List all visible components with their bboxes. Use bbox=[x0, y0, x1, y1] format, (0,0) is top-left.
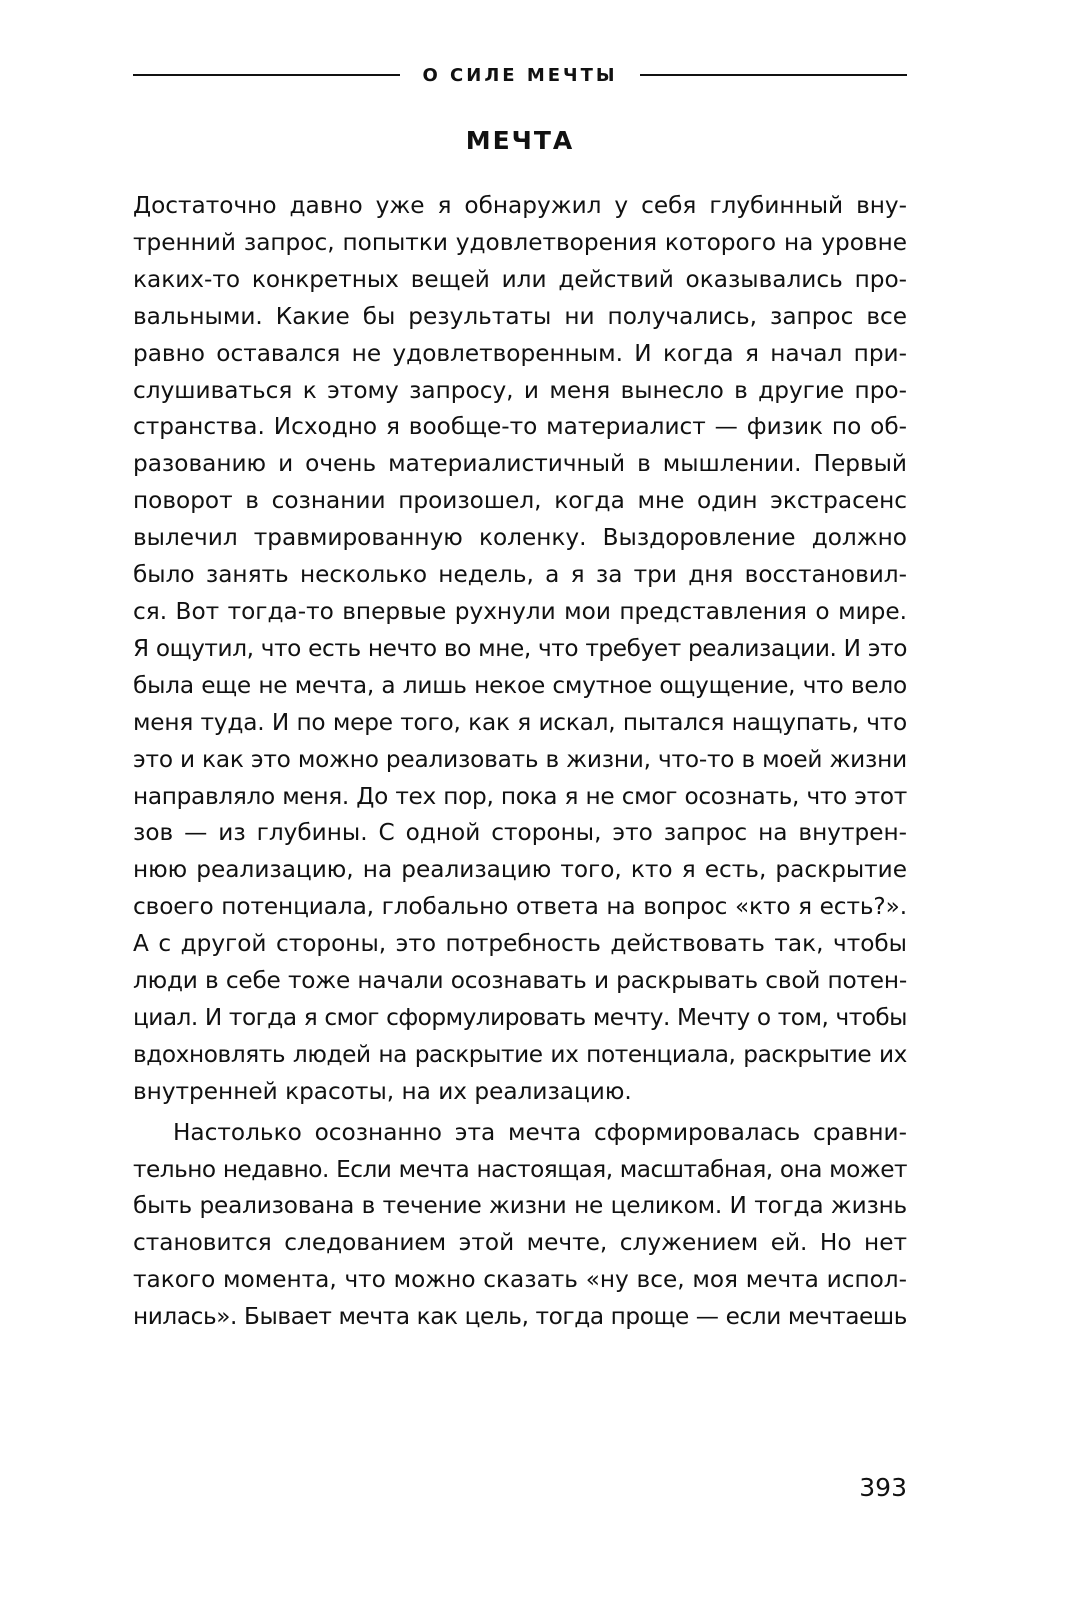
header-rule-right bbox=[640, 74, 907, 76]
text-line: направляло меня. До тех пор, пока я не смог осознать, что этот bbox=[133, 782, 907, 810]
text-line: нилась». Бывает мечта как цель, тогда проще — если мечтаешь bbox=[133, 1303, 907, 1331]
text-line: поворот в сознании произошел, когда мне один экстрасенс bbox=[133, 487, 907, 515]
text-line: Настолько осознанно эта мечта сформировалась сравни- bbox=[173, 1118, 907, 1146]
running-title: О СИЛЕ МЕЧТЫ bbox=[422, 64, 618, 86]
text-line: циал. И тогда я смог сформулировать мечту. Мечту о том, чтобы bbox=[133, 1003, 907, 1031]
text-line: тельно недавно. Если мечта настоящая, масштабная, она может bbox=[133, 1155, 907, 1183]
text-line: своего потенциала, глобально ответа на вопрос «кто я есть?». bbox=[133, 893, 907, 921]
text-line: равно оставался не удовлетворенным. И когда я начал при- bbox=[133, 339, 907, 367]
text-line: слушиваться к этому запросу, и меня вынесло в другие про- bbox=[133, 376, 907, 404]
chapter-title: МЕЧТА bbox=[465, 126, 575, 155]
text-line: странства. Исходно я вообще-то материалист — физик по об- bbox=[133, 413, 907, 441]
paragraph-2 bbox=[133, 1115, 907, 1336]
text-line: А с другой стороны, это потребность действовать так, чтобы bbox=[133, 930, 907, 958]
text-line: такого момента, что можно сказать «ну все, моя мечта испол- bbox=[133, 1266, 907, 1294]
text-line: это и как это можно реализовать в жизни, что-то в моей жизни bbox=[133, 745, 907, 773]
text-line: тренний запрос, попытки удовлетворения которого на уровне bbox=[133, 228, 907, 256]
text-line: меня туда. И по мере того, как я искал, пытался нащупать, что bbox=[133, 708, 907, 736]
running-header bbox=[133, 60, 907, 90]
text-line: вальными. Какие бы результаты ни получались, запрос все bbox=[133, 302, 907, 330]
text-line: была еще не мечта, а лишь некое смутное ощущение, что вело bbox=[133, 671, 907, 699]
text-line: нюю реализацию, на реализацию того, кто я есть, раскрытие bbox=[133, 856, 907, 884]
text-line: зов — из глубины. С одной стороны, это запрос на внутрен- bbox=[133, 819, 907, 847]
text-line: вдохновлять людей на раскрытие их потенциала, раскрытие их bbox=[133, 1040, 907, 1068]
text-line: Я ощутил, что есть нечто во мне, что требует реализации. И это bbox=[133, 634, 907, 662]
text-line: каких-то конкретных вещей или действий оказывались про- bbox=[133, 265, 907, 293]
text-line: было занять несколько недель, а я за три дня восстановил- bbox=[133, 561, 907, 589]
text-body bbox=[133, 188, 907, 1336]
page-number: 393 bbox=[859, 1473, 907, 1502]
text-line: разованию и очень материалистичный в мышлении. Первый bbox=[133, 450, 907, 478]
text-line: становится следованием этой мечте, служением ей. Но нет bbox=[133, 1229, 907, 1257]
text-line: вылечил травмированную коленку. Выздоровление должно bbox=[133, 524, 907, 552]
text-line: люди в себе тоже начали осознавать и раскрывать свой потен- bbox=[133, 967, 907, 995]
text-line: ся. Вот тогда-то впервые рухнули мои представления о мире. bbox=[133, 597, 907, 625]
header-rule-left bbox=[133, 74, 400, 76]
paragraph-1 bbox=[133, 188, 907, 1111]
text-line: быть реализована в течение жизни не целиком. И тогда жизнь bbox=[133, 1192, 907, 1220]
text-line: Достаточно давно уже я обнаружил у себя глубинный вну- bbox=[133, 192, 907, 219]
text-line: внутренней красоты, на их реализацию. bbox=[133, 1077, 632, 1105]
